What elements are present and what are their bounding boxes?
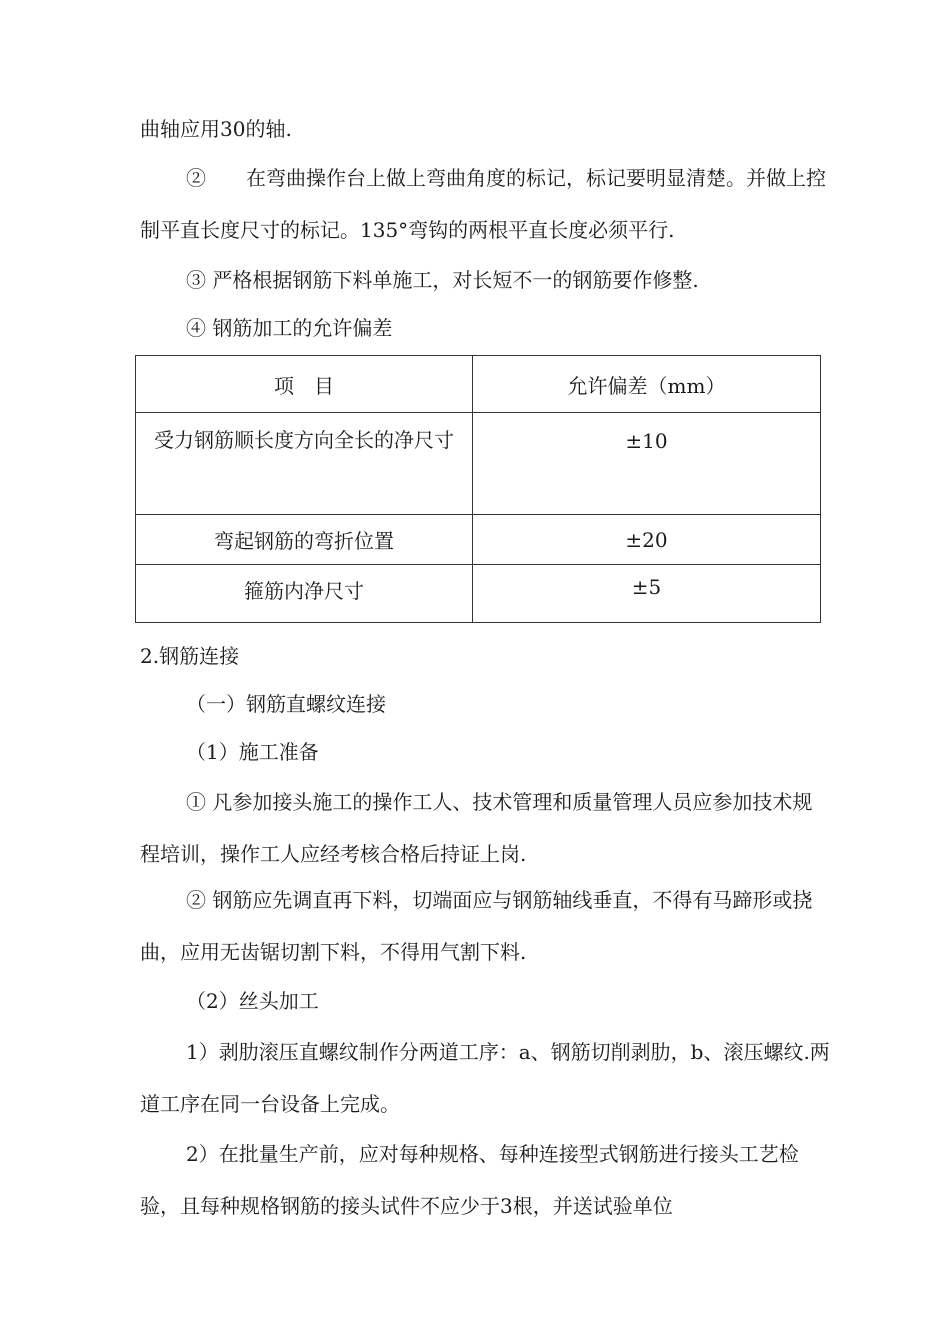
paragraph-rolling: 1）剥肋滚压直螺纹制作分两道工序：a、钢筋切削剥肋，b、滚压螺纹.两道工序在同一台设备上完成。	[140, 1040, 830, 1116]
paragraph-cut-list: ③ 严格根据钢筋下料单施工，对长短不一的钢筋要作修整.	[186, 268, 699, 292]
table-cell-item: 受力钢筋顺长度方向全长的净尺寸	[154, 428, 454, 452]
table-cell-tolerance: ±5	[631, 575, 662, 599]
paragraph-batch-test: 2）在批量生产前，应对每种规格、每种连接型式钢筋进行接头工艺检验，且每种规格钢筋的接头试件不应少于3根，并送试验单位	[140, 1142, 799, 1218]
subsection-heading-1-1: （1）施工准备	[186, 740, 319, 764]
table-row	[136, 515, 821, 565]
subsection-heading-1-2: （2）丝头加工	[186, 989, 319, 1013]
paragraph-crankshaft: 曲轴应用30的轴.	[140, 117, 292, 141]
tolerance-table	[135, 355, 821, 623]
table-cell-item: 箍筋内净尺寸	[244, 579, 364, 603]
table-header-row	[136, 356, 821, 413]
paragraph-straighten: ② 钢筋应先调直再下料，切端面应与钢筋轴线垂直，不得有马蹄形或挠曲，应用无齿锯切割下料，不得用气割下料.	[140, 888, 813, 964]
paragraph-bend-marks: ② 在弯曲操作台上做上弯曲角度的标记，标记要明显清楚。并做上控制平直长度尺寸的标记。135°弯钩的两根平直长度必须平行.	[140, 166, 826, 242]
table-row	[136, 565, 821, 623]
table-cell-tolerance: ±20	[473, 515, 821, 565]
table-cell-item: 弯起钢筋的弯折位置	[136, 515, 473, 565]
paragraph-training: ① 凡参加接头施工的操作工人、技术管理和质量管理人员应参加技术规程培训，操作工人应经考核合格后持证上岗.	[140, 790, 813, 866]
table-cell-tolerance: ±10	[625, 429, 668, 453]
paragraph-tolerance-title: ④ 钢筋加工的允许偏差	[186, 316, 393, 340]
subsection-heading-1: （一）钢筋直螺纹连接	[186, 692, 386, 716]
section-heading: 2.钢筋连接	[140, 644, 240, 668]
table-header-item: 项 目	[136, 356, 473, 413]
table-header-tolerance: 允许偏差（mm）	[473, 356, 821, 413]
table-row	[136, 413, 821, 515]
